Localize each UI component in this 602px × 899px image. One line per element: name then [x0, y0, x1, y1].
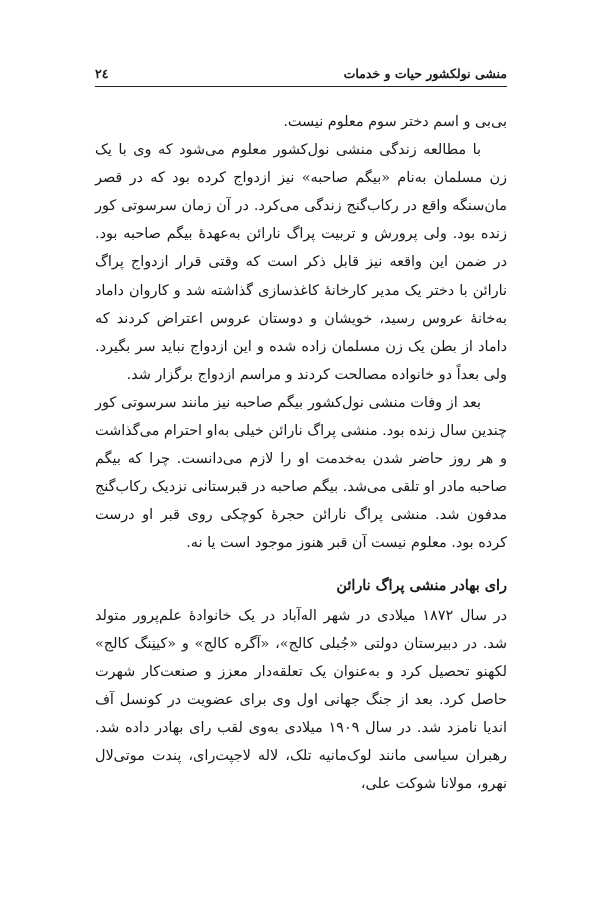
section-heading: رای بهادر منشی پراگ نارائن: [336, 576, 507, 594]
paragraph: در سال ۱۸۷۲ میلادی در شهر اله‌آباد در یک خانوادهٔ علم‌پرور متولد شد. در دبیرستان دولتی «جُبلی کالج»، «آگره کالج» و «کینِنگ کالج» لکهنو تحصیل کرد و به‌عنوان یک تعلقه‌دار معزز و صنعت‌کار شهرت حاصل کرد. بعد از جنگ جهانی اول وی برای عضویت در کونسل آف اندیا نامزد شد. در سال ۱۹۰۹ میلادی به‌وی لقب رای بهادر داده شد. رهبران سیاسی مانند لوک‌مانیه تلک، لاله لاجپت‌رای، پندت موتی‌لال نهرو، مولانا شوکت علی،: [95, 607, 508, 793]
paragraph-continuation: بی‌بی و اسم دختر سوم معلوم نیست.: [283, 114, 507, 130]
page-number: ٢٤: [95, 66, 109, 81]
running-title: منشی نولکشور حیات و خدمات: [343, 66, 507, 81]
page-header: [95, 64, 507, 87]
page-body: [95, 108, 507, 798]
paragraph: بعد از وفات منشی نول‌کشور بیگم صاحبه نیز مانند سرسوتی کور چندین سال زنده بود. منشی پراگ نارائن خیلی به‌او احترام می‌گذاشت و هر روز حاضر شدن به‌خدمت او را لازم می‌دانست. چرا که بیگم صاحبه مادر او تلقی می‌شد. بیگم صاحبه در قبرستانی نزدیک رکاب‌گنج مدفون شد. منشی پراگ نارائن حجرهٔ کوچکی روی قبر او درست کرده بود. معلوم نیست آن قبر هنوز موجود است یا نه.: [95, 394, 507, 552]
paragraph: با مطالعه زندگی منشی نول‌کشور معلوم می‌شود که وی با یک زن مسلمان به‌نام «بیگم صاحبه» نیز ازدواج کرده بود که در قصر مان‌سنگه واقع در رکاب‌گنج زندگی می‌کرد. در آن زمان سرسوتی کور زنده بود. ولی پرورش و تربیت پراگ نارائن به‌عهدهٔ بیگم صاحبه بود. در ضمن این واقعه نیز قابل ذکر است که وقتی قرار ازدواج پراگ نارائن با دختر یک مدیر کارخانهٔ کاغذسازی گذاشته شد و کاروان داماد به‌خانهٔ عروس رسید، خویشان و دوستان عروس اعتراض کردند که داماد از بطن یک زن مسلمان زاده شده و این ازدواج نباید سر بگیرد. ولی بعداً دو خانواده مصالحت کردند و مراسم ازدواج برگزار شد.: [95, 142, 507, 383]
